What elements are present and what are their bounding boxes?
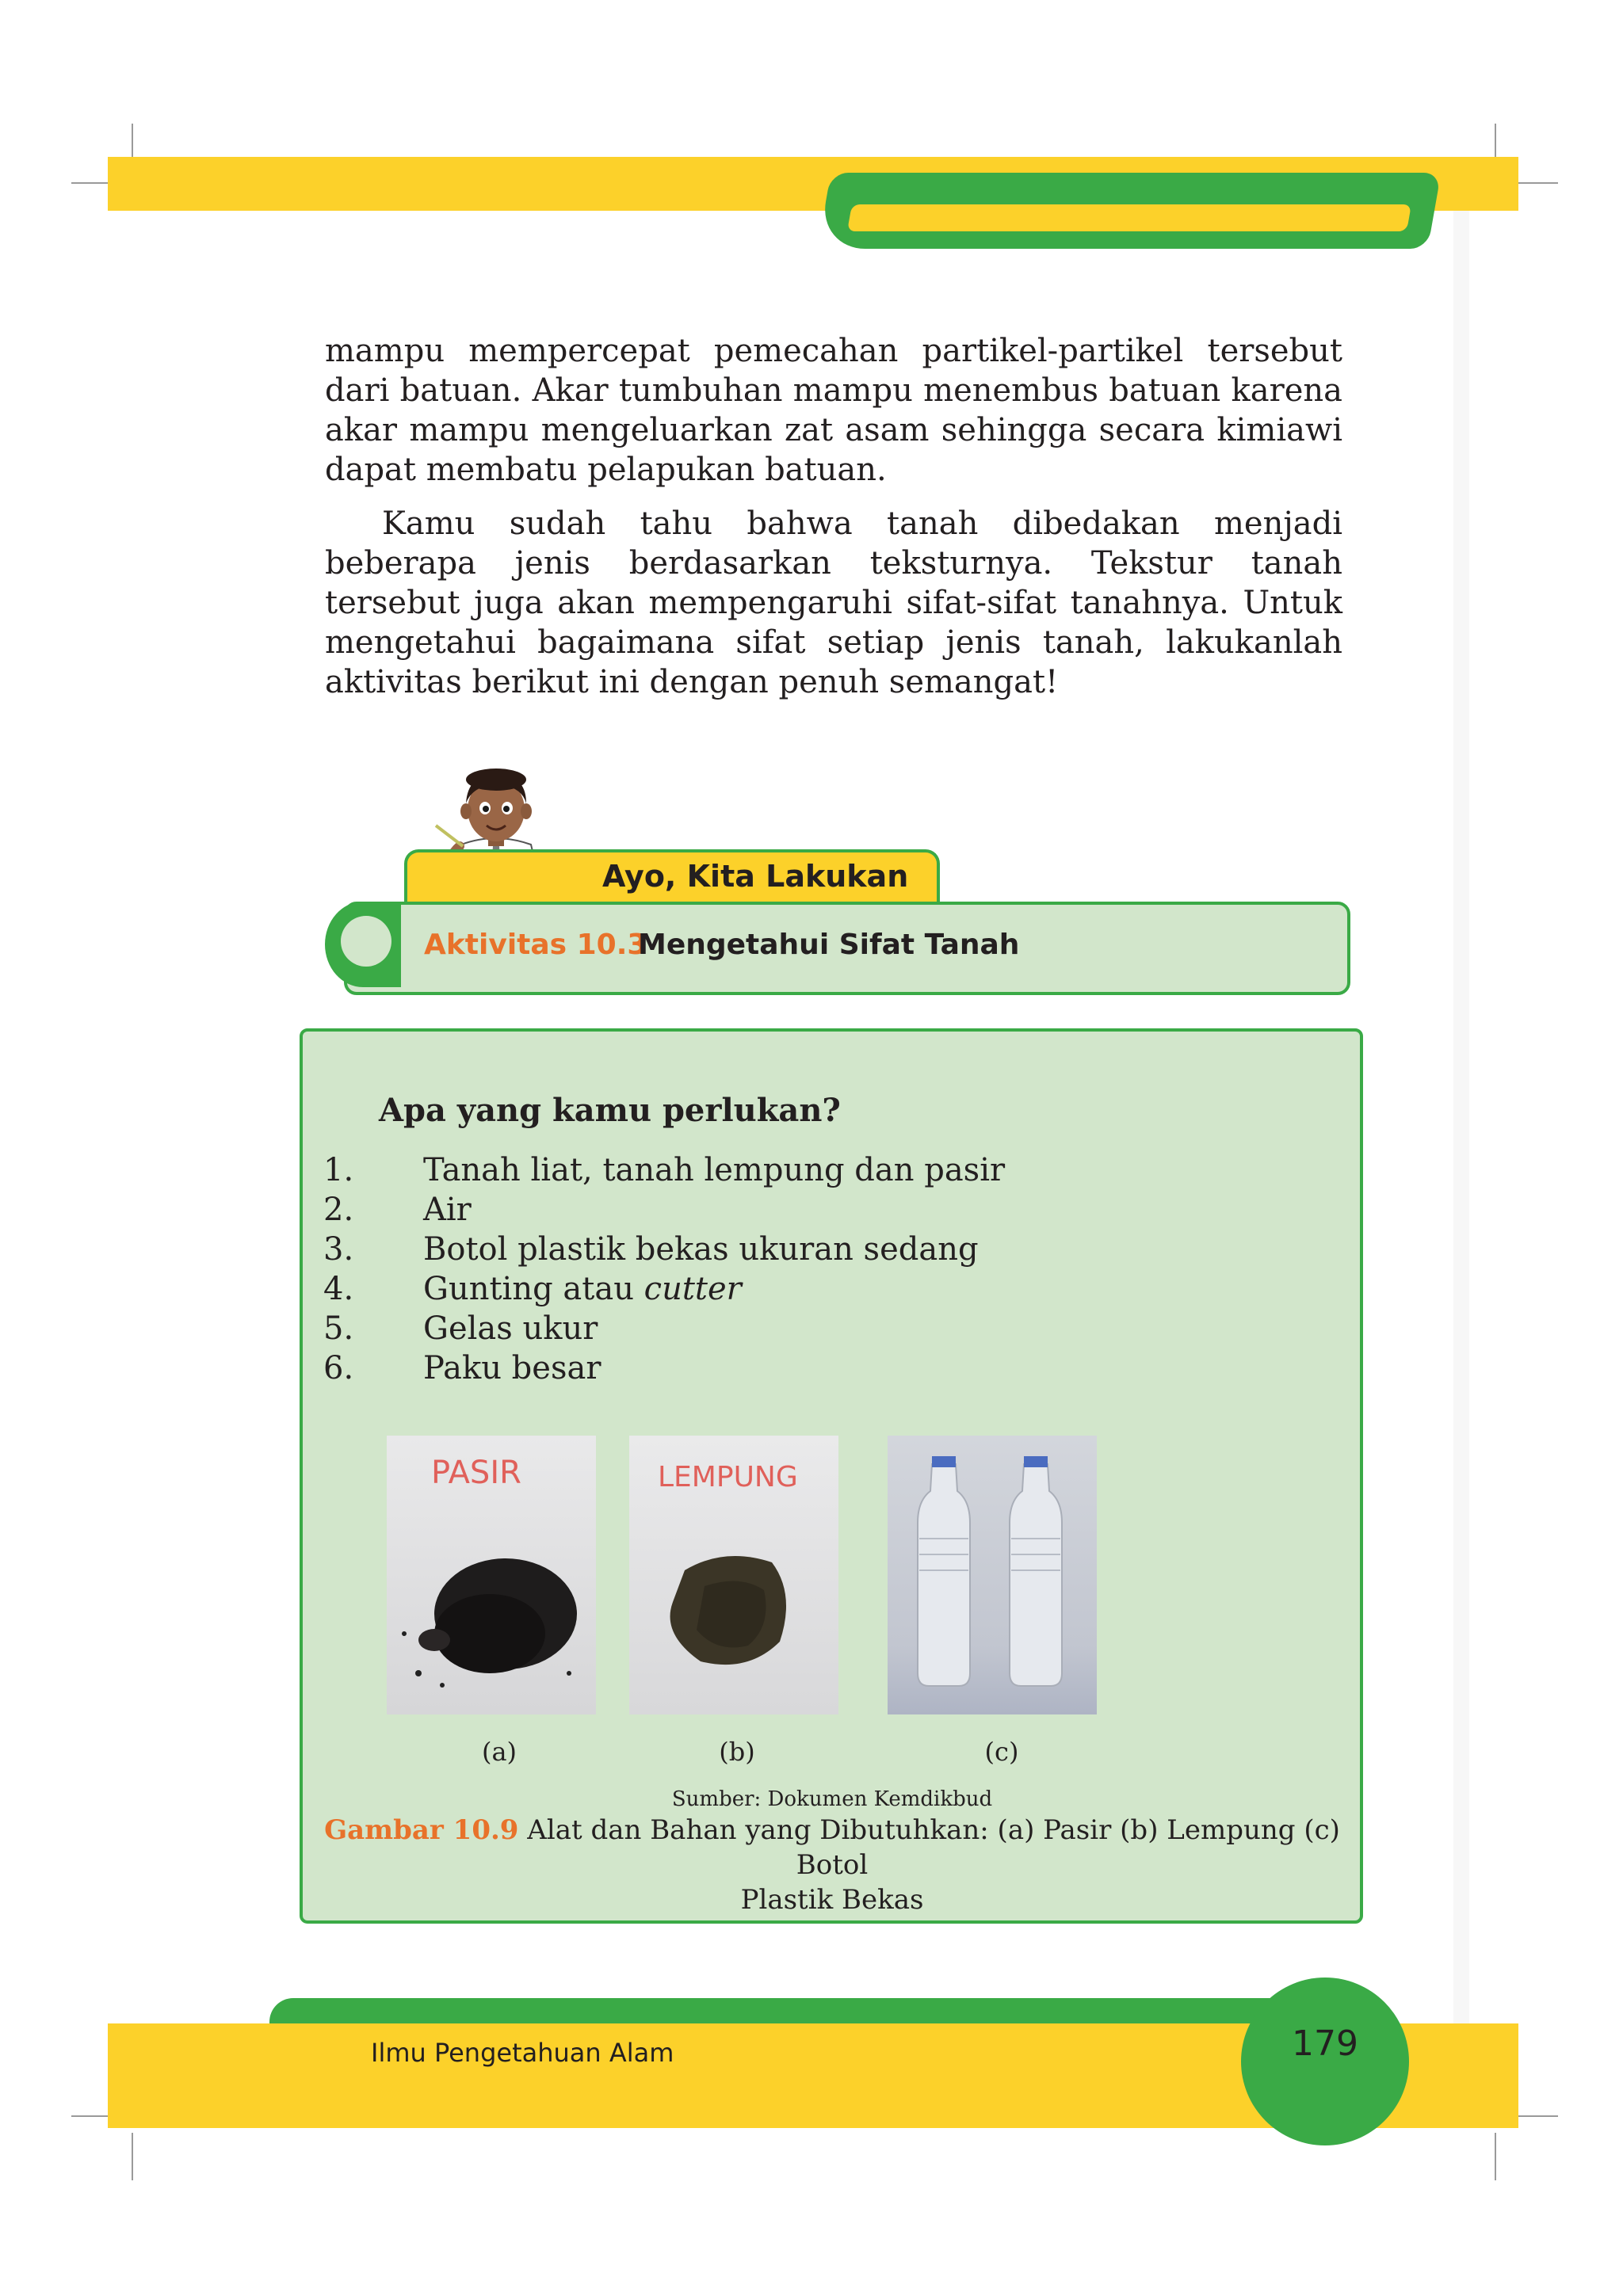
photo-pasir — [387, 1436, 596, 1714]
photo-botol-image — [888, 1436, 1097, 1714]
photo-pasir-image — [387, 1436, 596, 1714]
photo-caption-b: (b) — [719, 1737, 755, 1767]
page-number: 179 — [1292, 2023, 1358, 2064]
list-number: 6. — [323, 1350, 354, 1386]
photo-lempung — [629, 1436, 838, 1714]
list-number: 4. — [323, 1271, 354, 1307]
list-item — [323, 1269, 742, 1309]
list-text: Paku besar — [423, 1350, 601, 1386]
list-text: Gelas ukur — [423, 1310, 598, 1347]
list-number: 3. — [323, 1231, 354, 1268]
body-paragraph-2: Kamu sudah tahu bahwa tanah dibedakan menjadi beberapa jenis berdasarkan teksturnya. Tekstur tanah tersebut juga akan mempengaruhi sifat-sifat tanahnya. Untuk mengetahui bagaimana sifat setiap jenis tanah, lakukanlah aktivitas berikut ini dengan penuh semangat! — [325, 505, 1342, 700]
list-item — [323, 1150, 1005, 1190]
list-text: Botol plastik bekas ukuran sedang — [423, 1231, 979, 1268]
list-item — [323, 1190, 472, 1230]
photo-lempung-label: LEMPUNG — [658, 1461, 798, 1493]
figure-source: Sumber: Dokumen Kemdikbud — [671, 1787, 993, 1811]
activity-banner-label: Ayo, Kita Lakukan — [602, 859, 909, 894]
list-number: 5. — [323, 1310, 354, 1347]
list-item — [323, 1230, 979, 1269]
list-number: 2. — [323, 1192, 354, 1228]
list-text-italic: cutter — [643, 1271, 742, 1307]
activity-circle-icon — [341, 916, 391, 967]
list-number: 1. — [323, 1152, 354, 1188]
list-item — [323, 1348, 601, 1388]
materials-heading: Apa yang kamu perlukan? — [379, 1092, 841, 1129]
crop-mark — [1495, 2133, 1496, 2180]
photo-pasir-label: PASIR — [431, 1455, 521, 1491]
body-paragraph-1: mampu mempercepat pemecahan partikel-partikel tersebut dari batuan. Akar tumbuhan mampu menembus batuan karena akar mampu mengeluarkan zat asam sehingga secara kimiawi dapat membatu pelapukan batuan. — [325, 333, 1342, 488]
figure-caption-line-1: Alat dan Bahan yang Dibutuhkan: (a) Pasir (b) Lempung (c) Botol — [527, 1814, 1340, 1881]
crop-mark — [132, 2133, 133, 2180]
figure-caption — [317, 1813, 1347, 1917]
figure-caption-line-2: Plastik Bekas — [740, 1884, 924, 1916]
activity-title: Mengetahui Sifat Tanah — [638, 929, 1020, 961]
page-edge-strip — [1453, 211, 1469, 2033]
photo-lempung-image — [629, 1436, 838, 1714]
list-text: Tanah liat, tanah lempung dan pasir — [423, 1152, 1006, 1188]
figure-label: Gambar 10.9 — [324, 1814, 519, 1846]
header-tab-inner — [847, 204, 1411, 231]
photo-botol — [888, 1436, 1097, 1714]
list-text: Gunting atau — [423, 1271, 644, 1307]
footer-book-title: Ilmu Pengetahuan Alam — [371, 2038, 674, 2068]
photo-caption-c: (c) — [984, 1737, 1019, 1767]
list-item — [323, 1309, 598, 1348]
activity-number: Aktivitas 10.3 — [424, 929, 647, 961]
list-text: Air — [423, 1192, 472, 1228]
photo-caption-a: (a) — [481, 1737, 517, 1767]
